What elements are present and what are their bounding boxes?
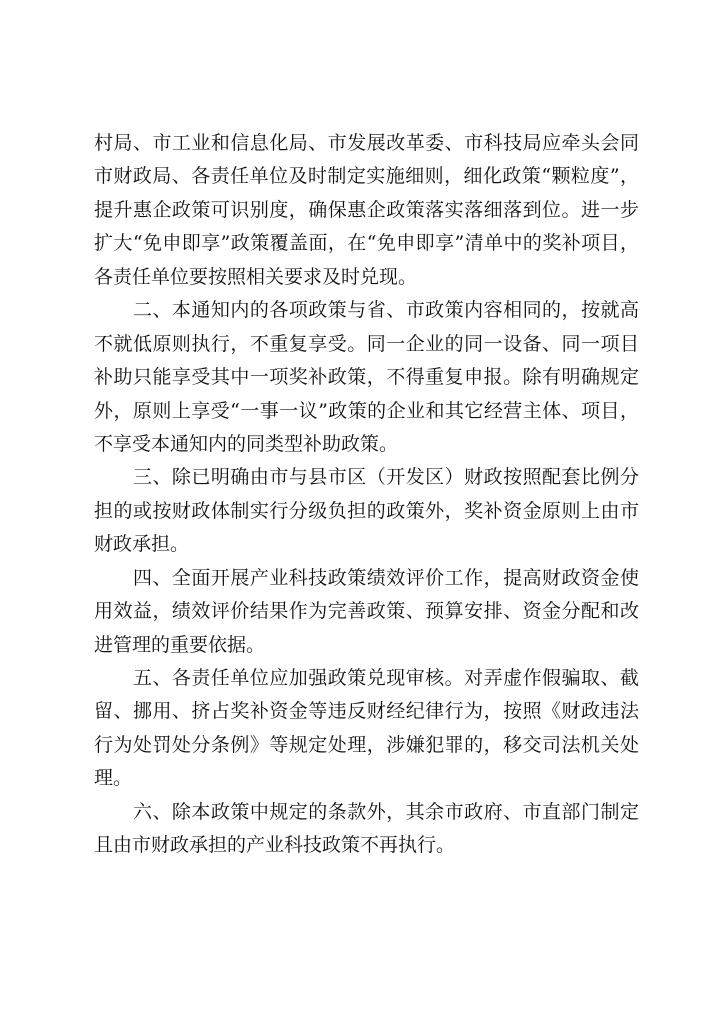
text-line: 市财政局、各责任单位及时制定实施细则，细化政策“颗粒度”， <box>94 165 639 188</box>
text-line: 行为处罚处分条例》等规定处理，涉嫌犯罪的，移交司法机关处 <box>94 733 639 756</box>
text-line: 提升惠企政策可识别度，确保惠企政策落实落细落到位。进一步 <box>94 198 639 221</box>
paragraph-4-start: 四、全面开展产业科技政策绩效评价工作，提高财政资金使 <box>94 566 639 589</box>
text-line: 各责任单位要按照相关要求及时兑现。 <box>94 265 418 288</box>
text-line: 理。 <box>94 767 133 790</box>
text-line: 村局、市工业和信息化局、市发展改革委、市科技局应牵头会同 <box>94 132 639 154</box>
paragraph-6-start: 六、除本政策中规定的条款外，其余市政府、市直部门制定 <box>94 800 639 823</box>
text-line: 外，原则上享受“一事一议”政策的企业和其它经营主体、项目， <box>94 399 639 422</box>
paragraph-3-start: 三、除已明确由市与县市区（开发区）财政按照配套比例分 <box>94 466 639 489</box>
paragraph-2-start: 二、本通知内的各项政策与省、市政策内容相同的，按就高 <box>94 299 639 322</box>
text-line: 进管理的重要依据。 <box>94 633 266 656</box>
text-line: 担的或按财政体制实行分级负担的政策外，奖补资金原则上由市 <box>94 499 639 522</box>
text-line: 不享受本通知内的同类型补助政策。 <box>94 432 399 455</box>
text-line: 补助只能享受其中一项奖补政策，不得重复申报。除有明确规定 <box>94 366 639 389</box>
text-line: 且由市财政承担的产业科技政策不再执行。 <box>94 834 456 857</box>
text-line: 不就低原则执行，不重复享受。同一企业的同一设备、同一项目 <box>94 332 639 355</box>
text-line: 财政承担。 <box>94 533 190 556</box>
paragraph-5-start: 五、各责任单位应加强政策兑现审核。对弄虚作假骗取、截 <box>94 667 639 689</box>
document-body <box>94 127 639 863</box>
text-line: 留、挪用、挤占奖补资金等违反财经纪律行为，按照《财政违法 <box>94 700 639 723</box>
text-line: 扩大“免申即享”政策覆盖面，在“免申即享”清单中的奖补项目， <box>94 232 639 255</box>
text-line: 用效益，绩效评价结果作为完善政策、预算安排、资金分配和改 <box>94 600 639 623</box>
